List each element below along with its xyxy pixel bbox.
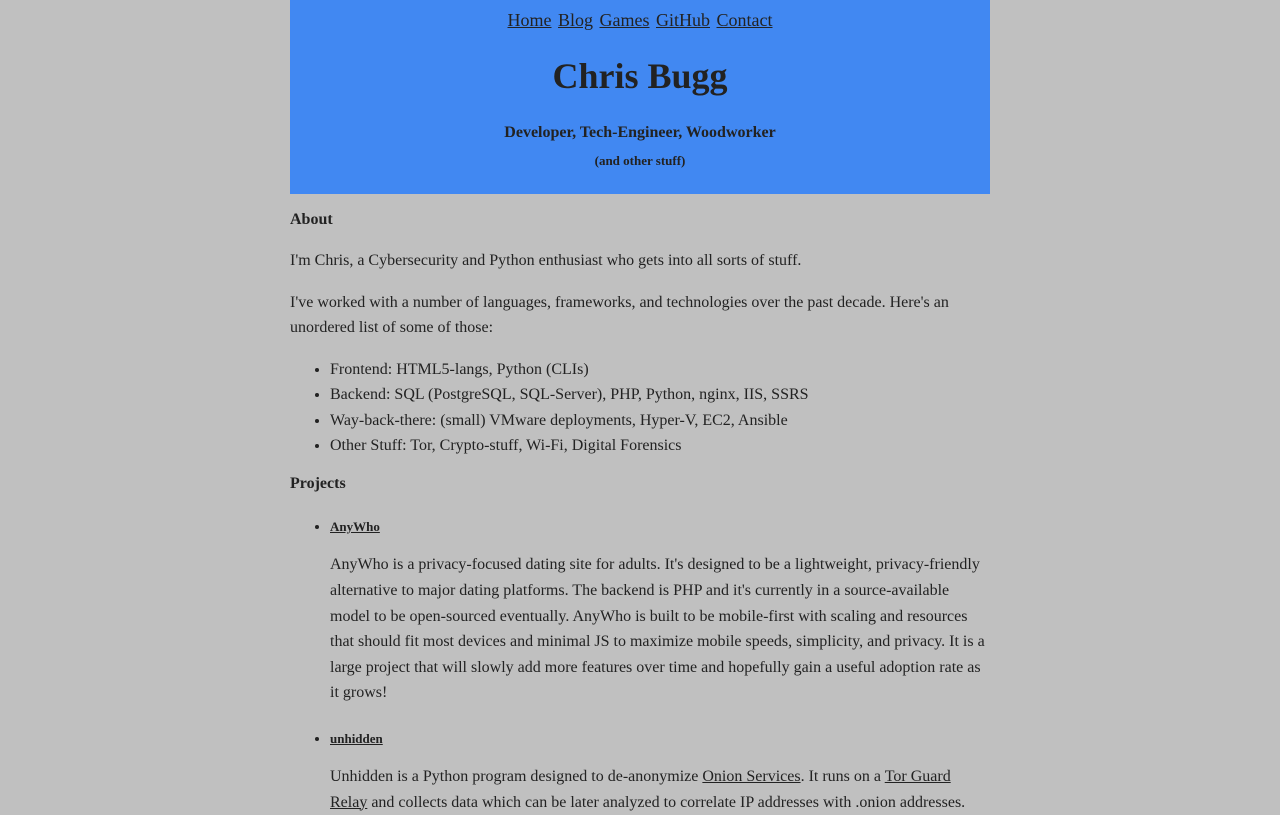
desc-text: Unhidden is a Python program designed to de-anonymize (330, 767, 703, 785)
tagline: Developer, Tech-Engineer, Woodworker (504, 124, 776, 141)
page (290, 0, 990, 815)
about-intro: I'm Chris, a Cybersecurity and Python enthusiast who gets into all sorts of stuff. (290, 252, 802, 269)
nav-link-games[interactable]: Games (599, 10, 650, 30)
site-title: Chris Bugg (552, 56, 728, 96)
desc-text: and collects data which can be later analyzed to correlate IP addresses with .onion addresses. (367, 793, 966, 811)
project-description: AnyWho is a privacy-focused dating site for adults. It's designed to be a lightweight, privacy-friendly alternative to major dating platforms. The backend is PHP and it's currently in a source-available model to be open-sourced eventually. AnyWho is built to be mobile-first with scaling and resources that should fit most devices and minimal JS to maximize mobile speeds, simplicity, and privacy. It is a large project that will slowly add more features over time and hopefully gain a useful adoption rate as it grows! (330, 556, 985, 702)
list-item: • Way-back-there: (small) VMware deployments, Hyper-V, EC2, Ansible (330, 408, 990, 433)
desc-text: . It runs on a (800, 767, 885, 785)
top-nav (290, 8, 990, 32)
project-item (330, 724, 990, 815)
onion-services-link[interactable]: Onion Services (702, 767, 801, 785)
project-title (330, 512, 990, 536)
nav-link-home[interactable]: Home (507, 10, 552, 30)
project-link-anywho[interactable]: AnyWho (330, 519, 380, 535)
skills-list (290, 357, 990, 459)
list-item: • Backend: SQL (PostgreSQL, SQL-Server), PHP, Python, nginx, IIS, SSRS (330, 382, 990, 407)
about-list-intro: I've worked with a number of languages, frameworks, and technologies over the past decade. Here's an unordered list of some of those: (290, 293, 949, 337)
tagline-sub: (and other stuff) (594, 153, 686, 168)
projects-list (290, 512, 990, 815)
project-title (330, 724, 990, 748)
project-description (330, 764, 990, 815)
nav-link-github[interactable]: GitHub (656, 10, 710, 30)
main-content (290, 207, 990, 815)
about-heading: About (290, 211, 333, 228)
list-item: • Frontend: HTML5-langs, Python (CLIs) (330, 357, 990, 382)
project-item (330, 512, 990, 706)
projects-heading: Projects (290, 475, 346, 493)
nav-link-blog[interactable]: Blog (558, 10, 594, 30)
project-link-unhidden[interactable]: unhidden (330, 730, 383, 746)
list-item: • Other Stuff: Tor, Crypto-stuff, Wi-Fi, Digital Forensics (330, 433, 990, 458)
nav-link-contact[interactable]: Contact (716, 10, 773, 30)
tor-guard-relay-link[interactable]: Tor Guard Relay (330, 767, 951, 811)
site-header (290, 0, 990, 194)
